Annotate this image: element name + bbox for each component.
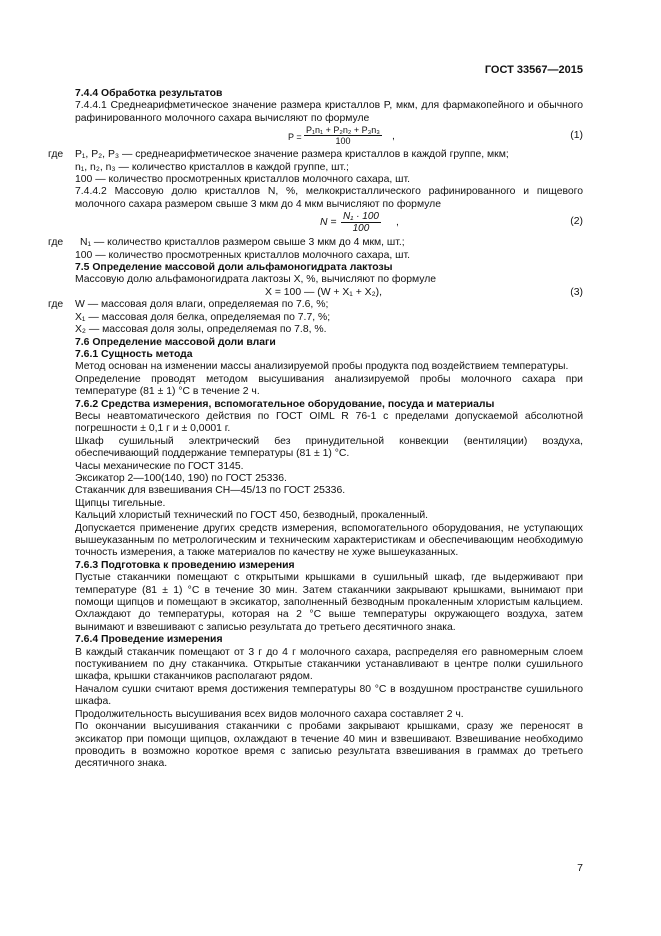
- formula-2-lhs: N =: [320, 217, 337, 229]
- paragraph-7-6-1-a: Метод основан на изменении массы анализируемой пробы продукта под воздействием температуры.: [75, 361, 569, 373]
- formula-1-number: (1): [570, 130, 583, 142]
- paragraph-7-4-4-2: 7.4.4.2 Массовую долю кристаллов N, %, мелкокристаллического рафинированного и пищевого молочного сахара размером свыше 3 мкм до 4 мкм вычисляют по формуле: [75, 186, 583, 210]
- heading-7-4-4: 7.4.4 Обработка результатов: [75, 88, 223, 99]
- formula-1-definitions: [48, 149, 583, 186]
- definition-x1: X₁ — массовая доля белка, определяемая по 7.7, %;: [75, 311, 331, 323]
- definition-x2: X₂ — массовая доля золы, определяемая по 7.8, %.: [75, 324, 327, 336]
- definition-p: P₁, P₂, P₃ — среднеарифметическое значение размера кристаллов в каждой группе, мкм;: [75, 149, 509, 161]
- heading-7-5: 7.5 Определение массовой доли альфамоногидрата лактозы: [75, 262, 393, 274]
- formula-2-number: (2): [570, 216, 583, 228]
- definition-n1: N₁ — количество кристаллов размером свыше 3 мкм до 4 мкм, шт.;: [80, 237, 405, 249]
- page-content: [48, 88, 583, 771]
- paragraph-7-6-2-a: Весы неавтоматического действия по ГОСТ OIML R 76-1 с пределами допускаемой абсолютной погрешности ± 0,1 г и ± 0,0001 г.: [75, 410, 583, 435]
- paragraph-7-6-4-d: По окончании высушивания стаканчики с пробами закрывают крышками, сразу же переносят в эксикатор при помощи щипцов, охлаждают в течение 40 мин и взвешивают. Взвешивание необходимо проводить в возможно короткое время с записью результата взвешивания в граммах до третьего десятичного знака.: [75, 721, 583, 770]
- formula-1-fraction: [304, 125, 382, 146]
- formula-3: [75, 287, 583, 299]
- definition-w: W — массовая доля влаги, определяемая по 7.6, %;: [75, 299, 329, 311]
- paragraph-7-6-2-d: Эксикатор 2—100(140, 190) по ГОСТ 25336.: [75, 472, 287, 484]
- paragraph-7-6-2-f: Щипцы тигельные.: [75, 497, 166, 509]
- paragraph-7-6-2-g: Кальций хлористый технический по ГОСТ 450, безводный, прокаленный.: [75, 510, 429, 522]
- formula-2-numerator: N₁ · 100: [343, 211, 379, 223]
- where-label-2: где: [48, 237, 64, 249]
- paragraph-7-6-1-b: Определение проводят методом высушивания анализируемой пробы молочного сахара при температуре (81 ± 1) °С в течение 2 ч.: [75, 373, 583, 398]
- formula-2-denominator: 100: [352, 223, 370, 235]
- heading-7-6: 7.6 Определение массовой доли влаги: [75, 336, 276, 348]
- paragraph-7-6-2-e: Стаканчик для взвешивания СН—45/13 по ГОСТ 25336.: [75, 485, 346, 497]
- page-number: 7: [577, 862, 583, 874]
- paragraph-7-5: Массовую долю альфамоногидрата лактозы X, %, вычисляют по формуле: [75, 274, 437, 286]
- definition-n: n₁, n₂, n₃ — количество кристаллов в каждой группе, шт.;: [75, 161, 349, 173]
- formula-2-definitions: [48, 237, 583, 262]
- formula-1-denominator: 100: [335, 136, 351, 147]
- paragraph-7-6-2-c: Часы механические по ГОСТ 3145.: [75, 460, 244, 472]
- heading-7-6-4: 7.6.4 Проведение измерения: [75, 634, 223, 646]
- heading-7-6-1: 7.6.1 Сущность метода: [75, 348, 193, 360]
- paragraph-7-6-4-a: В каждый стаканчик помещают от 3 г до 4 г молочного сахара, распределяя его равномерным слоем постукиванием по дну стаканчика. Открытые стаканчики устанавливают в центре полки сушильного шкафа, крышки стаканчиков располагают рядом.: [75, 646, 583, 683]
- formula-3-definitions: [48, 299, 583, 336]
- formula-1-tail: ,: [392, 131, 395, 143]
- formula-1-numerator: P₁n₁ + P₂n₂ + P₃n₃: [306, 125, 380, 136]
- paragraph-7-4-4-1: 7.4.4.1 Среднеарифметическое значение размера кристаллов P, мкм, для фармакопейного и обычного рафинированного молочного сахара вычисляют по формуле: [75, 100, 583, 124]
- paragraph-7-6-4-c: Продолжительность высушивания всех видов молочного сахара составляет 2 ч.: [75, 708, 464, 720]
- paragraph-7-6-2-h: Допускается применение других средств измерения, вспомогательного оборудования, не уступающих вышеуказанным по метрологическим и техническим характеристикам и обеспечивающим необходимую точность измерения, а также материалов по качеству не хуже вышеуказанных.: [75, 522, 583, 559]
- document-code: ГОСТ 33567—2015: [484, 64, 583, 76]
- formula-2-fraction: [341, 211, 381, 234]
- heading-7-6-2: 7.6.2 Средства измерения, вспомогательное оборудование, посуда и материалы: [75, 398, 495, 410]
- where-label: где: [48, 149, 64, 161]
- formula-1: [75, 125, 583, 149]
- paragraph-7-6-4-b: Началом сушки считают время достижения температуры 80 °С в воздушном пространстве сушильного шкафа.: [75, 683, 583, 708]
- where-label-3: где: [48, 299, 64, 311]
- definition-100-b: 100 — количество просмотренных кристаллов молочного сахара, шт.: [75, 249, 410, 261]
- formula-3-text: X = 100 — (W + X₁ + X₂),: [265, 286, 382, 298]
- formula-3-number: (3): [570, 286, 583, 298]
- formula-1-lhs: P =: [288, 132, 302, 143]
- definition-100: 100 — количество просмотренных кристаллов молочного сахара, шт.: [75, 174, 410, 186]
- formula-2: [75, 211, 583, 237]
- paragraph-7-6-2-b: Шкаф сушильный электрический без принудительной конвекции (вентиляции) воздуха, обеспечивающий поддержание температуры (81 ± 1) °С.: [75, 435, 583, 460]
- formula-2-tail: ,: [396, 217, 399, 229]
- heading-7-6-3: 7.6.3 Подготовка к проведению измерения: [75, 559, 295, 571]
- paragraph-7-6-3: Пустые стаканчики помещают с открытыми крышками в сушильный шкаф, где выдерживают при температуре (81 ± 1) °С в течение 30 мин. Затем стаканчики закрывают крышками, вынимают при помощи щипцов и помещают в эксикатор, заполненный безводным прокаленным хлористым кальцием. Охлаждают до температуры, которая на 2 °С выше температуры окружающего воздуха, затем вынимают и взвешивают с записью результата до третьего десятичного знака.: [75, 572, 583, 633]
